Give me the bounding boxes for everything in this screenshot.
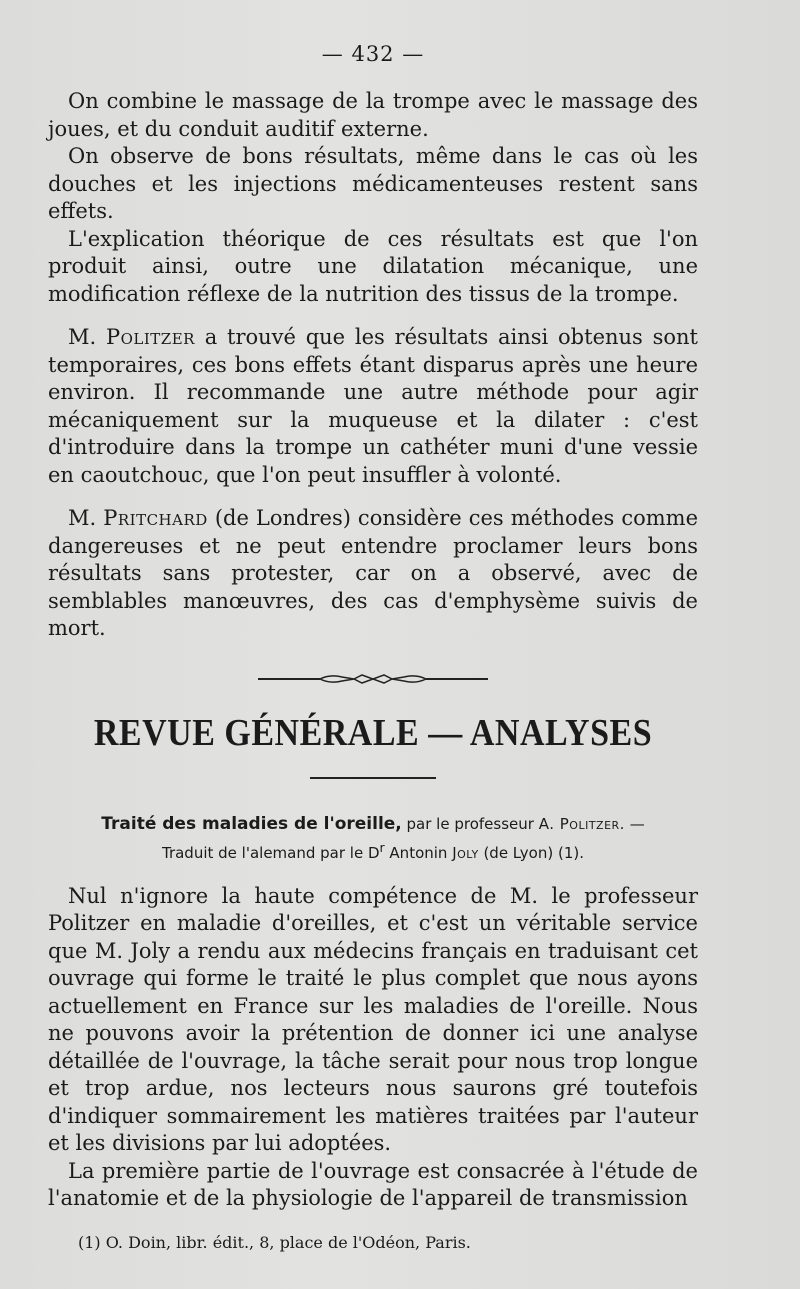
author-name: Pritchard: [103, 506, 208, 530]
ref-translator: Joly: [452, 843, 479, 862]
paragraph: On combine le massage de la trompe avec le massage des joues, et du conduit auditif externe.: [48, 89, 698, 141]
ref-line2: (de Lyon) (1).: [478, 843, 584, 862]
book-title: Traité des maladies de l'oreille,: [101, 813, 402, 834]
ref-by: par le professeur: [401, 814, 539, 833]
paragraph-text: a trouvé que les résultats ainsi obtenus sont temporaires, ces bons effets étant disparus après une heure environ. Il recommande une autre méthode pour agir mécaniquement sur la muqueuse et la dilater : c'est d'introduire dans la trompe un cathéter muni d'une vessie en caoutchouc, que l'on peut insuffler à volonté.: [48, 325, 698, 487]
paragraph-pritchard: [48, 505, 698, 643]
section-title: REVUE GÉNÉRALE — ANALYSES: [93, 712, 653, 754]
ref-sup: r: [379, 839, 385, 855]
page-number: — 432 —: [321, 42, 425, 66]
title-rule: [310, 777, 436, 779]
paragraph: L'explication théorique de ces résultats est que l'on produit ainsi, outre une dilatation mécanique, une modification réflexe de la nutrition des tissus de la trompe.: [48, 226, 698, 306]
name-prefix: M.: [68, 325, 106, 349]
ref-dash: —: [624, 814, 645, 833]
paragraph-politzer: [48, 324, 698, 489]
footnote: (1) O. Doin, libr. édit., 8, place de l'Odéon, Paris.: [78, 1232, 471, 1252]
ref-line2: Traduit de l'alemand par le D: [161, 843, 380, 862]
paragraph: La première partie de l'ouvrage est consacrée à l'étude de l'anatomie et de la physiologie de l'appareil de transmission: [48, 1158, 698, 1210]
name-prefix: M.: [68, 506, 104, 530]
paragraph-text: (de Londres) considère ces méthodes comme dangereuses et ne peut entendre proclamer leurs bons résultats sans protester, car on a observé, avec de semblables manœuvres, des cas d'emphysème suivis de mort.: [48, 506, 698, 640]
book-reference: [48, 813, 698, 865]
paragraph: On observe de bons résultats, même dans le cas où les douches et les injections médicamenteuses restent sans effets.: [48, 144, 698, 223]
author-name: Politzer: [105, 325, 195, 349]
ref-line2: Antonin: [384, 843, 453, 862]
ornament-divider: [258, 669, 488, 689]
ref-author: A. Politzer.: [538, 814, 625, 833]
paragraph: Nul n'ignore la haute compétence de M. le professeur Politzer en maladie d'oreilles, et c'est un véritable service que M. Joly a rendu aux médecins français en traduisant cet ouvrage qui forme le traité le plus complet que nous ayons actuellement en France sur les maladies de l'oreille. Nous ne pouvons avoir la prétention de donner ici une analyse détaillée de l'ouvrage, la tâche serait pour nous trop longue et trop ardue, nos lecteurs nous saurons gré toutefois d'indiquer sommairement les matières traitées par l'auteur et les divisions par lui adoptées.: [48, 883, 698, 1155]
